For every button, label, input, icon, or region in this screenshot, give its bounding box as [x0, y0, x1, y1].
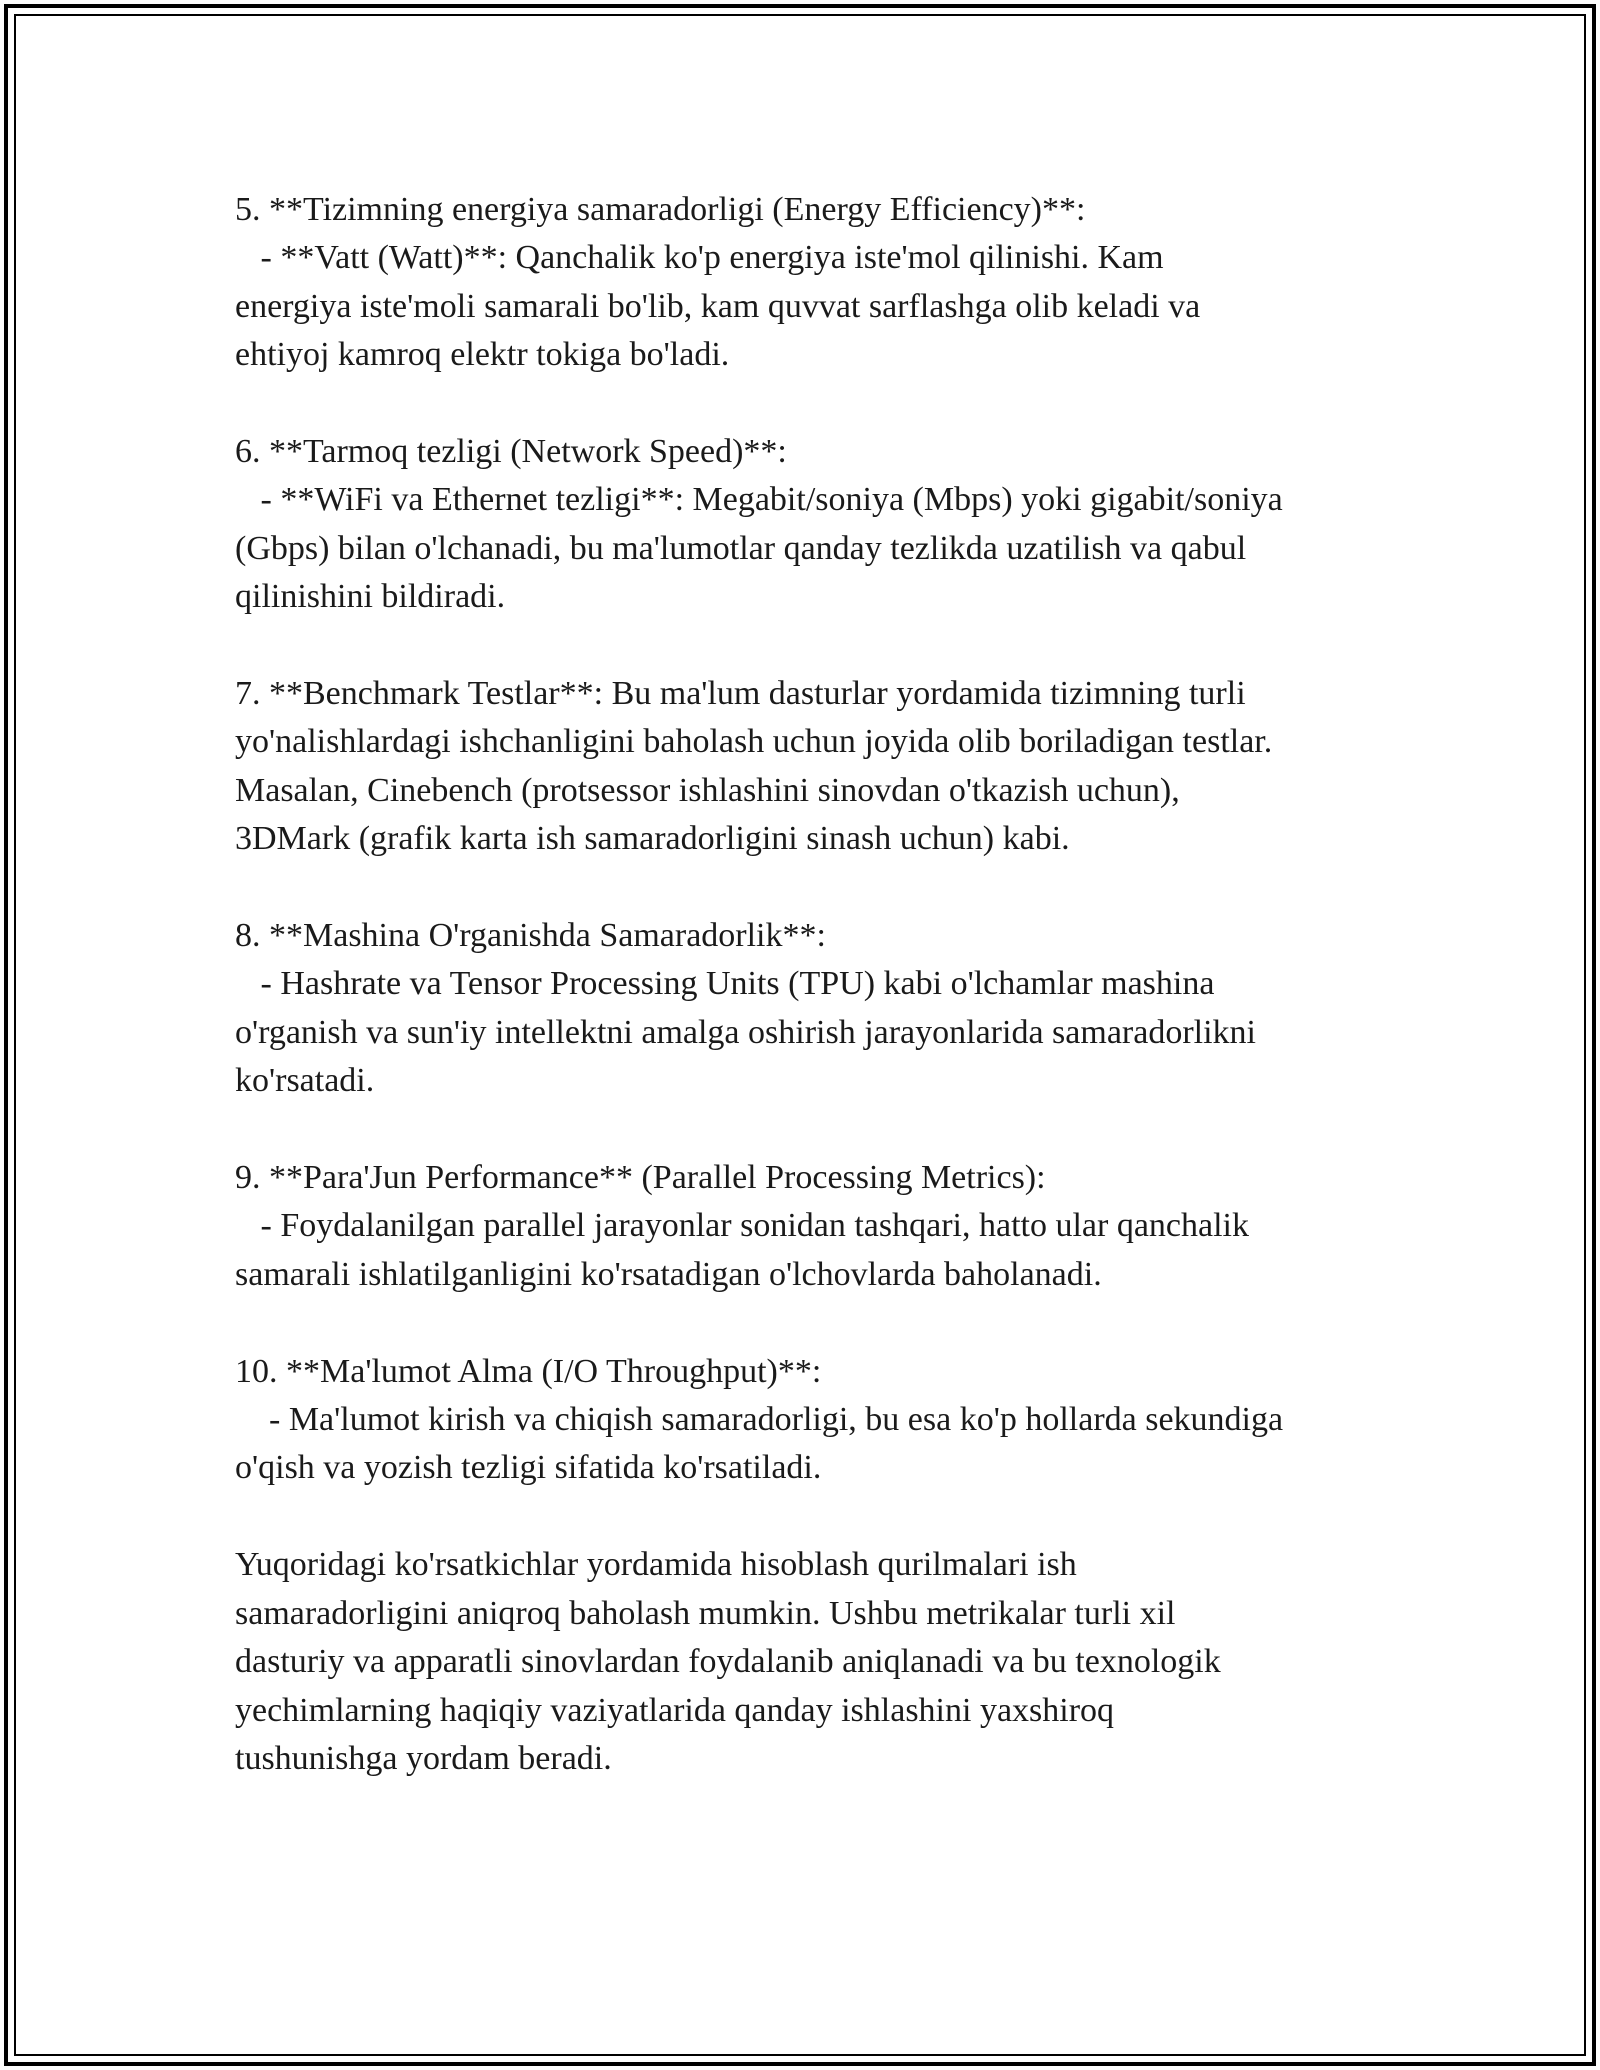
section-heading: 7. **Benchmark Testlar**: Bu ma'lum dasturlar yordamida tizimning turli [235, 675, 1246, 713]
paragraph-line: o'qish va yozish tezligi sifatida ko'rsatiladi. [235, 1449, 822, 1487]
paragraph-line: - Ma'lumot kirish va chiqish samaradorligi, bu esa ko'p hollarda sekundiga [235, 1401, 1284, 1439]
paragraph-line: qilinishini bildiradi. [235, 578, 506, 616]
paragraph-line: - **Vatt (Watt)**: Qanchalik ko'p energiya iste'mol qilinishi. Kam [235, 239, 1164, 277]
paragraph-line: (Gbps) bilan o'lchanadi, bu ma'lumotlar qanday tezlikda uzatilish va qabul [235, 529, 1247, 567]
paragraph-line: Masalan, Cinebench (protsessor ishlashini sinovdan o'tkazish uchun), [235, 771, 1180, 809]
section-parallel-performance [235, 1154, 1395, 1299]
paragraph-line: samarali ishlatilganligini ko'rsatadigan o'lchovlarda baholanadi. [235, 1255, 1102, 1293]
paragraph-line: energiya iste'moli samarali bo'lib, kam quvvat sarflashga olib keladi va [235, 287, 1201, 325]
section-energy-efficiency [235, 186, 1395, 380]
paragraph-line: o'rganish va sun'iy intellektni amalga oshirish jarayonlarida samaradorlikni [235, 1013, 1256, 1051]
section-heading: 10. **Ma'lumot Alma (I/O Throughput)**: [235, 1352, 822, 1390]
paragraph-line: - **WiFi va Ethernet tezligi**: Megabit/soniya (Mbps) yoki gigabit/soniya [235, 481, 1283, 519]
paragraph-line: dasturiy va apparatli sinovlardan foydalanib aniqlanadi va bu texnologik [235, 1643, 1221, 1681]
document-body [235, 186, 1395, 1832]
section-heading: 8. **Mashina O'rganishda Samaradorlik**: [235, 917, 826, 955]
section-benchmark-tests [235, 670, 1395, 864]
paragraph-line: ko'rsatadi. [235, 1062, 375, 1100]
section-heading: 9. **Para'Jun Performance** (Parallel Processing Metrics): [235, 1159, 1046, 1197]
paragraph-line: tushunishga yordam beradi. [235, 1739, 612, 1777]
section-conclusion [235, 1541, 1395, 1783]
paragraph-line: 3DMark (grafik karta ish samaradorligini sinash uchun) kabi. [235, 820, 1070, 858]
paragraph-line: - Hashrate va Tensor Processing Units (TPU) kabi o'lchamlar mashina [235, 965, 1215, 1003]
section-io-throughput [235, 1348, 1395, 1493]
paragraph-line: samaradorligini aniqroq baholash mumkin. Ushbu metrikalar turli xil [235, 1594, 1176, 1632]
paragraph-line: yechimlarning haqiqiy vaziyatlarida qanday ishlashini yaxshiroq [235, 1691, 1115, 1729]
paragraph-line: - Foydalanilgan parallel jarayonlar sonidan tashqari, hatto ular qanchalik [235, 1207, 1249, 1245]
paragraph-line: yo'nalishlardagi ishchanligini baholash uchun joyida olib boriladigan testlar. [235, 723, 1273, 761]
paragraph-line: ehtiyoj kamroq elektr tokiga bo'ladi. [235, 336, 730, 374]
section-machine-learning [235, 912, 1395, 1106]
paragraph-line: Yuqoridagi ko'rsatkichlar yordamida hisoblash qurilmalari ish [235, 1546, 1077, 1584]
section-network-speed [235, 428, 1395, 622]
section-heading: 6. **Tarmoq tezligi (Network Speed)**: [235, 433, 787, 471]
section-heading: 5. **Tizimning energiya samaradorligi (Energy Efficiency)**: [235, 191, 1086, 228]
